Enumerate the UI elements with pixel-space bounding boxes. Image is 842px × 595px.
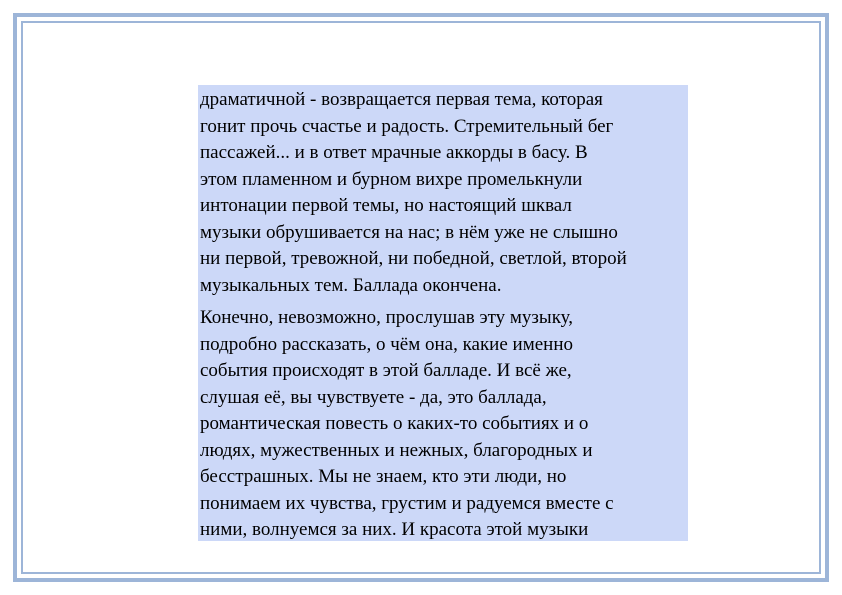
text-line: ни первой, тревожной, ни победной, светлой, второй — [200, 248, 627, 269]
text-line: гонит прочь счастье и радость. Стремительный бег — [200, 115, 614, 137]
paragraph-1 — [200, 87, 688, 299]
text-line: драматичной - возвращается первая тема, которая — [200, 89, 603, 110]
text-line: бесстрашных. Мы не знаем, кто эти люди, но — [200, 466, 567, 487]
text-line: людях, мужественных и нежных, благородных и — [200, 439, 593, 461]
text-line: музыкальных тем. Баллада окончена. — [200, 274, 502, 296]
text-line: события происходят в этой балладе. И всё же, — [200, 360, 572, 381]
text-line: ними, волнуемся за них. И красота этой музыки — [200, 519, 589, 540]
text-line: понимаем их чувства, грустим и радуемся вместе с — [200, 492, 614, 514]
text-line: музыки обрушивается на нас; в нём уже не слышно — [200, 221, 618, 243]
text-line: подробно рассказать, о чём она, какие именно — [200, 333, 573, 355]
text-block — [198, 85, 688, 541]
paragraph-2 — [200, 305, 688, 544]
text-line: интонации первой темы, но настоящий шквал — [200, 195, 572, 216]
text-line: Конечно, невозможно, прослушав эту музыку, — [200, 307, 574, 328]
text-line: этом пламенном и бурном вихре промелькнули — [200, 168, 583, 190]
text-line: пассажей... и в ответ мрачные аккорды в басу. В — [200, 142, 588, 163]
text-line: слушая её, вы чувствуете - да, это баллада, — [200, 386, 547, 408]
text-line: романтическая повесть о каких-то событиях и о — [200, 413, 589, 434]
